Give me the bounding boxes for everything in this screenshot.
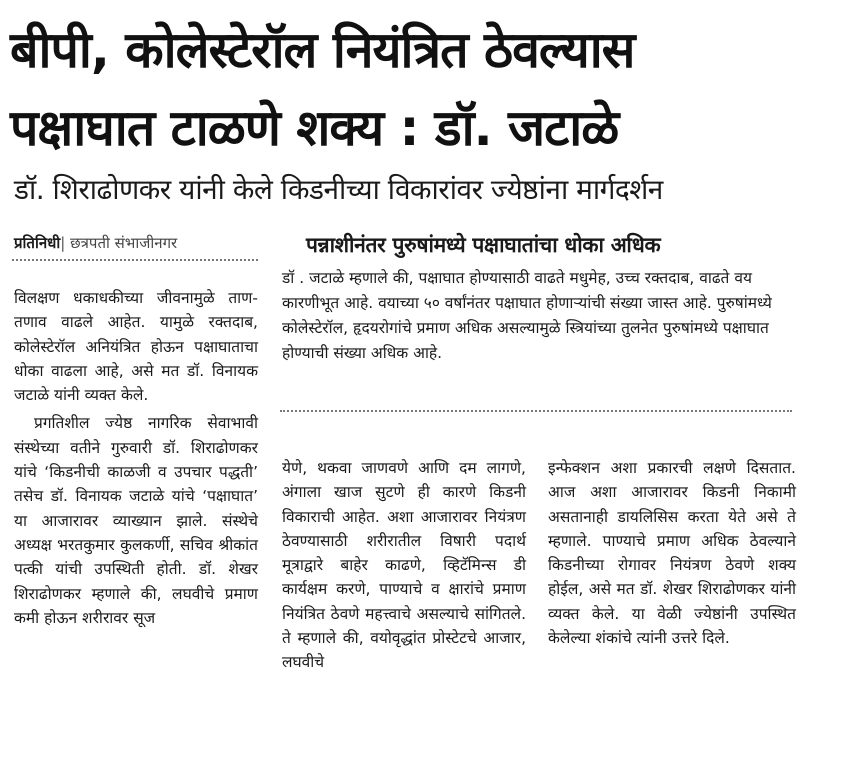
headline-line-2: पक्षाघात टाळणे शक्य : डॉ. जटाळे xyxy=(10,99,619,157)
article-column-2: येणे, थकवा जाणवणे आणि दम लागणे, अंगाला खाज सुटणे ही कारणे किडनी विकाराची आहेत. अशा आजारावर नियंत्रण ठेवण्यासाठी शरीरातील विषारी पदार्थ मूत्राद्वारे बाहेर काढणे, व्हिटॅमिन्स डी कार्यक्षम करणे, पाण्याचे व क्षारांचे प्रमाण नियंत्रित ठेवणे महत्त्वाचे असल्याचे सांगितले. ते म्हणाले की, वयोवृद्धांत प्रोस्टेटचे आजार, लघवीचे xyxy=(282,459,526,672)
box-text: डॉ . जटाळे म्हणाले की, पक्षाघात होण्यासाठी वाढते मधुमेह, उच्च रक्तदाब, वाढते वय कारणीभूत आहे. वयाच्या ५० वर्षांनंतर पक्षाघात होणाऱ्यांची संख्या जास्त आहे. पुरुषांमध्ये कोलेस्टेरॉल, हृदयरोगांचे प्रमाण अधिक असल्यामुळे स्त्रियांच्या तुलनेत पुरुषांमध्ये पक्षाघात होण्याची संख्या अधिक आहे. xyxy=(282,269,772,362)
column-1-paragraph-1: विलक्षण धकाधकीच्या जीवनामुळे ताण-तणाव वाढले आहेत. यामुळे रक्तदाब, कोलेस्टेरॉल अनियंत्रित होऊन पक्षाघाताचा धोका वाढला आहे, असे मत डॉ. विनायक जटाळे यांनी व्यक्त केले. xyxy=(14,289,258,405)
box-divider xyxy=(280,410,792,412)
column-1-paragraph-2: प्रगतिशील ज्येष्ठ नागरिक सेवाभावी संस्थेच्या वतीने गुरुवारी डॉ. शिराढोणकर यांचे ‘किडनीची काळजी व उपचार पद्धती’ तसेच डॉ. विनायक जटाळे यांचे ‘पक्षाघात’ या आजारावर व्याख्यान झाले. संस्थेचे अध्यक्ष भरतकुमार कुलकर्णी, सचिव श्रीकांत पत्की यांची उपस्थिती होती. डॉ. शेखर शिराढोणकर म्हणाले की, लघवीचे प्रमाण कमी होऊन शरीरावर सूज xyxy=(14,414,258,627)
article-column-3: इन्फेक्शन अशा प्रकारची लक्षणे दिसतात. आज अशा आजारावर किडनी निकामी असतानाही डायलिसिस करता येते असे ते म्हणाले. पाण्याचे प्रमाण अधिक ठेवल्याने किडनीच्या रोगावर नियंत्रण ठेवणे शक्य होईल, असे मत डॉ. शेखर शिराढोणकर यांनी व्यक्त केले. या वेळी ज्येष्ठांनी उपस्थित केलेल्या शंकांचे त्यांनी उत्तरे दिले. xyxy=(548,459,796,648)
byline-name: प्रतिनिधी xyxy=(14,234,61,252)
article-column-1 xyxy=(14,286,258,630)
byline-divider xyxy=(12,259,258,261)
byline xyxy=(14,232,258,254)
byline-city: छत्रपती संभाजीनगर xyxy=(70,234,178,252)
byline-separator: | xyxy=(60,234,66,252)
headline-line-1: बीपी, कोलेस्टेरॉल नियंत्रित ठेवल्यास xyxy=(10,21,635,79)
subheadline: डॉ. शिराढोणकर यांनी केले किडनीच्या विकारांवर ज्येष्ठांना मार्गदर्शन xyxy=(14,173,663,206)
box-title: पन्नाशीनंतर पुरुषांमध्ये पक्षाघातांचा धोका अधिक xyxy=(306,233,661,257)
